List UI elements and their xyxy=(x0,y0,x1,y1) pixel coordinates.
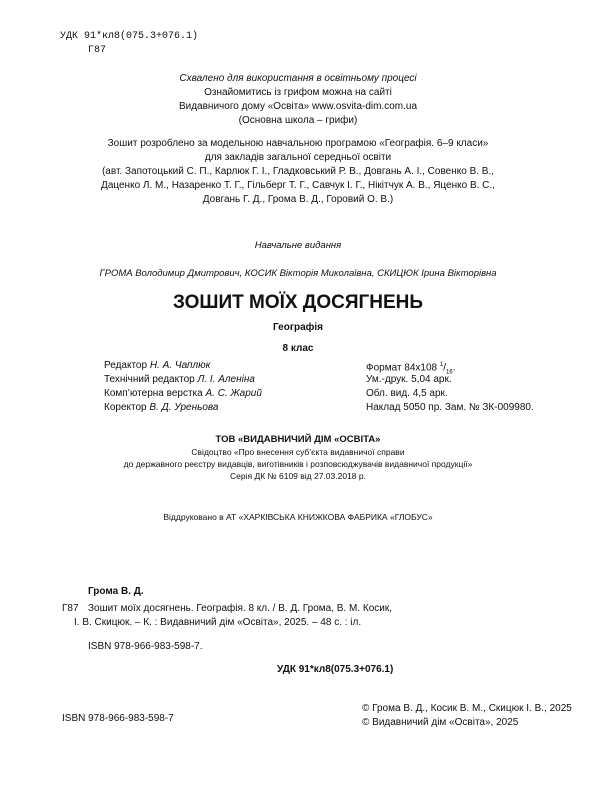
printed-at: Віддруковано в АТ «ХАРКІВСЬКА КНИЖКОВА ФАБРИКА «ГЛОБУС» xyxy=(163,512,433,522)
approval-line-2: Ознайомитись із грифом можна на сайті xyxy=(204,87,392,98)
approval-line-1: Схвалено для використання в освітньому процесі xyxy=(179,73,417,84)
publisher-line-3: Серія ДК № 6109 від 27.03.2018 р. xyxy=(230,471,366,481)
book-title: ЗОШИТ МОЇХ ДОСЯГНЕНЬ xyxy=(172,292,424,313)
staff-editor-name: Н. А. Чаплюк xyxy=(149,360,211,371)
staff-proof-name: В. Д. Уреньова xyxy=(149,402,219,413)
program-line-4: Даценко Л. М., Назаренко Т. Г., Гільберг Т. Г., Савчук І. Г., Нікітчук А. В., Яценко В. С., xyxy=(101,180,495,191)
program-line-3: (авт. Запотоцький С. П., Карлюк Г. І., Гладковський Р. В., Довгань А. І., Совенко В. В., xyxy=(101,166,495,177)
staff-proof xyxy=(104,401,219,414)
book-subject: Географія xyxy=(272,322,324,333)
print-format-num: 1 xyxy=(439,362,444,368)
print-format-prefix: Формат 84х108 xyxy=(366,362,438,374)
footer-isbn: ISBN 978-966-983-598-7 xyxy=(62,713,174,724)
catalog-line-1: Зошит моїх досягнень. Географія. 8 кл. / В. Д. Грома, В. М. Косик, xyxy=(88,603,392,614)
approval-line-3: Видавничого дому «Освіта» www.osvita-dim.com.ua xyxy=(178,101,418,112)
authors: ГРОМА Володимир Дмитрович, КОСИК Вікторія Миколаївна, СКИЦЮК Ірина Вікторівна xyxy=(99,268,497,279)
print-run: Наклад 5050 пр. Зам. № ЗК-009980. xyxy=(366,402,534,413)
print-format-den: 16 xyxy=(446,369,453,376)
staff-tech-role: Технічний редактор xyxy=(104,374,195,385)
print-format-suffix: . xyxy=(452,362,456,374)
staff-layout-role: Комп’ютерна верстка xyxy=(104,388,203,399)
program-line-5: Довгань Г. Д., Грома В. Д., Горовий О. В.) xyxy=(202,194,394,205)
catalog-udc: УДК 91*кл8(075.3+076.1) xyxy=(277,664,394,675)
catalog-author: Грома В. Д. xyxy=(88,586,144,597)
program-line-1: Зошит розроблено за модельною навчальною програмою «Географія. 6–9 класи» xyxy=(107,138,489,149)
publisher-name: ТОВ «ВИДАВНИЧИЙ ДІМ «ОСВІТА» xyxy=(215,434,381,445)
udc-header: УДК 91*кл8(075.3+076.1) xyxy=(60,31,199,42)
staff-layout-name: А. С. Жарий xyxy=(205,388,262,399)
print-sheets-pub: Обл. вид. 4,5 арк. xyxy=(366,388,448,399)
print-format-slash: / xyxy=(443,362,447,374)
footer-copyright-2: © Видавничий дім «Освіта», 2025 xyxy=(362,717,519,728)
staff-tech xyxy=(104,373,255,386)
index-header: Г87 xyxy=(88,45,107,56)
edition-type: Навчальне видання xyxy=(254,240,342,251)
catalog-line-2: І. В. Скицюк. – К. : Видавничий дім «Освіта», 2025. – 48 с. : іл. xyxy=(74,617,362,628)
catalog-isbn: ISBN 978-966-983-598-7. xyxy=(88,641,203,652)
staff-proof-role: Коректор xyxy=(104,402,147,413)
staff-layout xyxy=(104,387,262,400)
staff-editor xyxy=(104,359,210,372)
staff-tech-name: Л. І. Аленіна xyxy=(197,374,255,385)
book-grade: 8 клас xyxy=(282,343,314,354)
program-line-2: для закладів загальної середньої освіти xyxy=(204,152,392,163)
staff-editor-role: Редактор xyxy=(104,360,148,371)
approval-line-4: (Основна школа – грифи) xyxy=(238,115,358,126)
print-sheets: Ум.-друк. 5,04 арк. xyxy=(366,374,452,385)
catalog-index: Г87 xyxy=(62,603,79,614)
footer-copyright-1: © Грома В. Д., Косик В. М., Скицюк І. В., 2025 xyxy=(362,703,572,714)
publisher-line-1: Свідоцтво «Про внесення суб’єкта видавничої справи xyxy=(191,447,405,457)
publisher-line-2: до державного реєстру видавців, виготівників і розповсюджувачів видавничої продукції» xyxy=(123,459,473,469)
